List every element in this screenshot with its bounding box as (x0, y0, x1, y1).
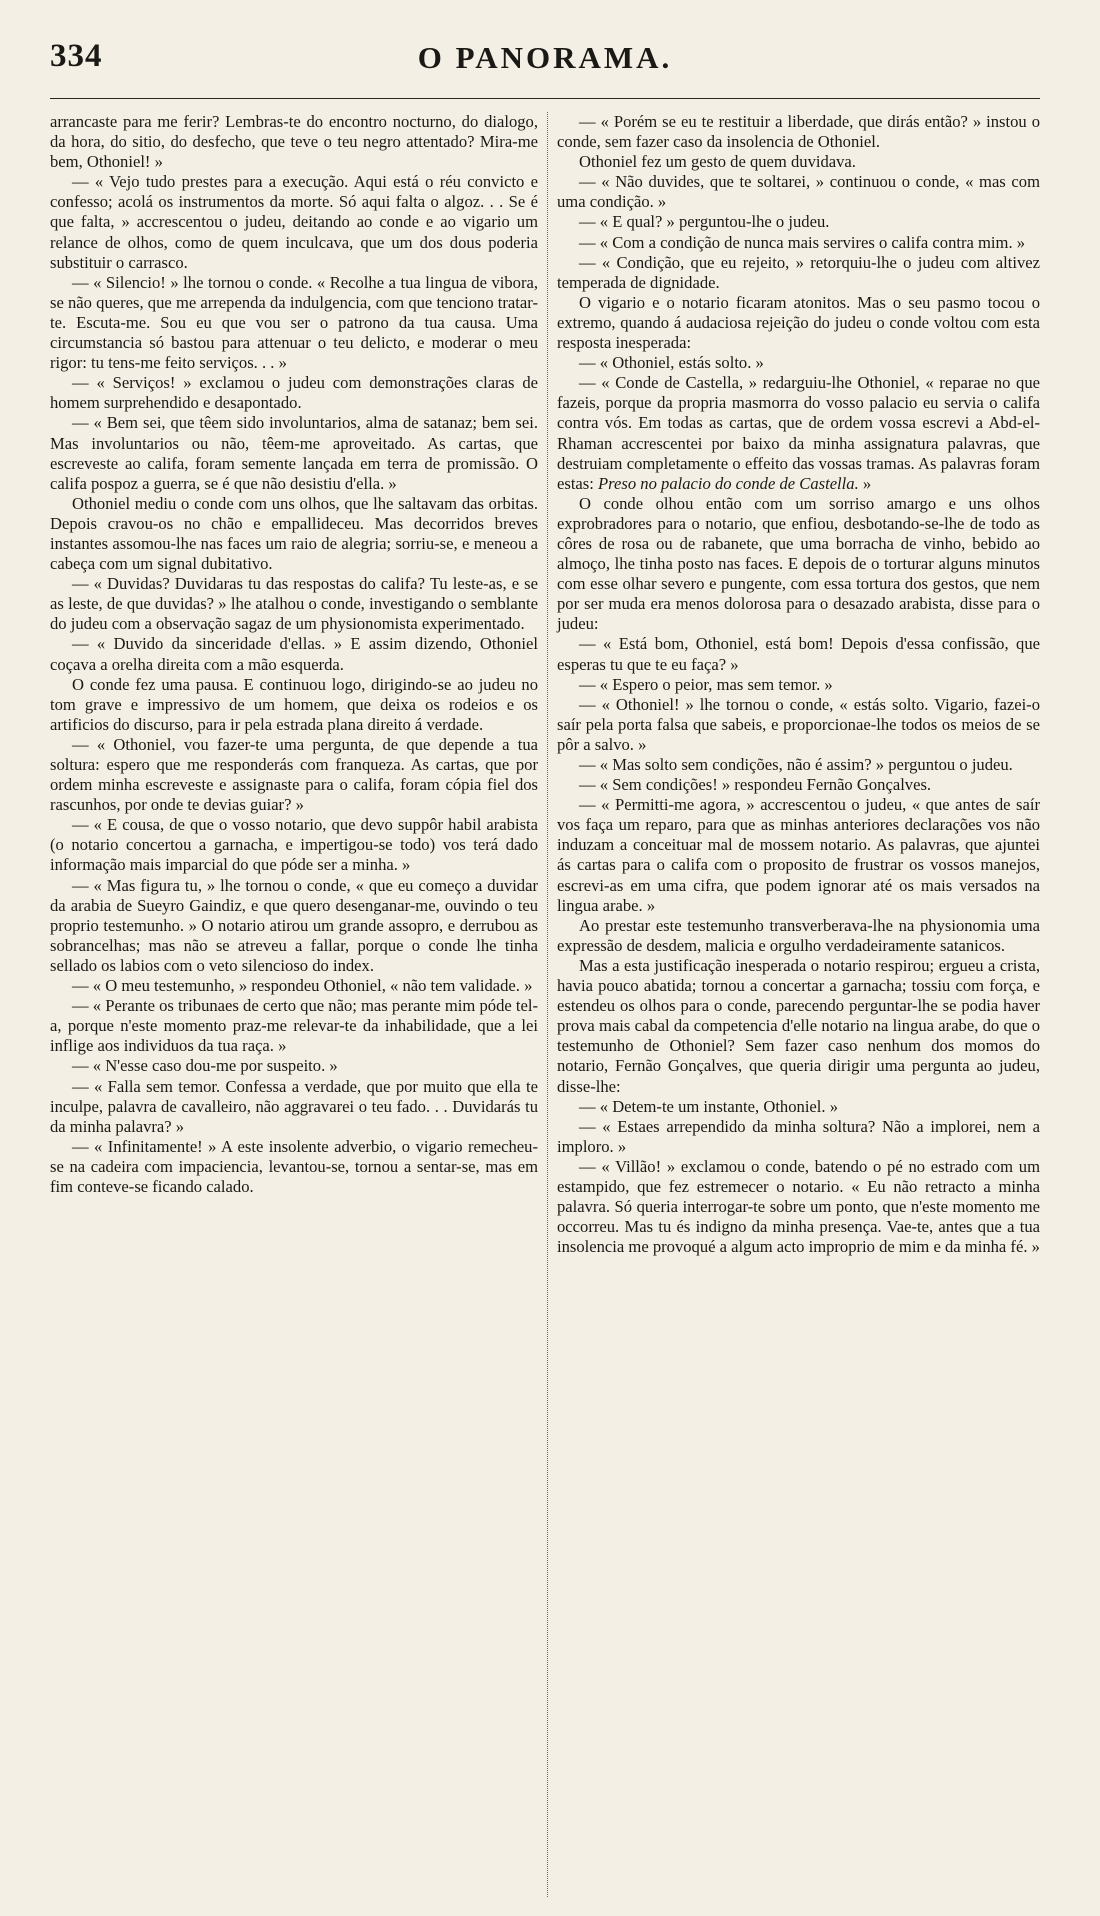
paragraph: — « Não duvides, que te soltarei, » continuou o conde, « mas com uma condição. » (557, 172, 1040, 212)
paragraph: — « Espero o peior, mas sem temor. » (579, 674, 833, 694)
paragraph: — « Bem sei, que têem sido involuntarios, alma de satanaz; bem sei. Mas involuntarios ou não, têem-me aproveitado. As cartas, que escreveste ao califa, foram semente lançada em terra de promissão. O califa pospoz a guerra, se é que não desistiu d'ella. » (50, 413, 538, 493)
paragraph-text: — « Conde de Castella, » redarguiu-lhe Othoniel, « reparae no que fazeis, porque da propria masmorra do vosso palacio eu servia o califa contra vós. Em todas as cartas, que de ordem vossa escrevi a Abd-el-Rhaman accrescentei por baixo da minha assignatura palavras, que destruiam completamente o effeito das vossas tramas. As palavras foram estas: (557, 373, 1040, 493)
paragraph: — « Villão! » exclamou o conde, batendo o pé no estrado com um estampido, que fez estremecer o notario. « Eu não retracto a minha palavra. Só queria interrogar-te sobre um ponto, que n'este momento me occorreu. Mas tu és indigno da minha presença. Vae-te, antes que a tua insolencia me provoqué a algum acto improprio de mim e da minha fé. » (557, 1156, 1040, 1257)
italic-phrase: Preso no palacio do conde de Castella. (598, 473, 859, 493)
paragraph: — « O meu testemunho, » respondeu Othoniel, « não tem validade. » (72, 976, 533, 996)
running-title: O PANORAMA. (417, 40, 673, 75)
paragraph: — « Vejo tudo prestes para a execução. Aqui está o réu convicto e confesso; acolá os instrumentos da morte. Só aqui falta o algoz. . . Se é que falta, » accrescentou o judeu, deitando ao conde e ao vigario um relance de olhos, como de quem inculcava, que um dos dous poderia substituir o carrasco. (50, 172, 538, 272)
paragraph: O vigario e o notario ficaram atonitos. Mas o seu pasmo tocou o extremo, quando á audaciosa rejeição do judeu o conde voltou com esta resposta inesperada: (557, 292, 1040, 353)
paragraph: — « Othoniel! » lhe tornou o conde, « estás solto. Vigario, fazei-o saír pela porta falsa que sabeis, e proporcionae-lhe todos os meios de se pôr a salvo. » (557, 694, 1040, 754)
paragraph: Othoniel fez um gesto de quem duvidava. (579, 152, 856, 172)
paragraph: Mas a esta justificação inesperada o notario respirou; ergueu a crista, havia pouco abatida; tornou a concertar a garnacha; tossiu com força, e estendeu os olhos para o conde, parecendo perguntar-lhe se podia haver prova mais cabal da competencia d'elle notario na lingua arabe, do que o testemunho de Othoniel? Sem fazer caso nenhum dos momos do notario, Fernão Gonçalves, que queria dirigir uma pergunta ao judeu, disse-lhe: (557, 955, 1040, 1096)
paragraph: — « Infinitamente! » A este insolente adverbio, o vigario remecheu-se na cadeira com impaciencia, levantou-se, tornou a sentar-se, mas em fim conteve-se ficando calado. (50, 1136, 538, 1196)
page-header (50, 34, 1040, 86)
paragraph: — « Mas figura tu, » lhe tornou o conde, « que eu começo a duvidar da arabia de Sueyro Gaindiz, e que quero desenganar-me, ouvindo o teu proprio testemunho. » O notario atirou um grande assopro, e derrubou as sobrancelhas; mas não se atreveu a fallar, porque o conde lhe tinha sellado os labios com o veto silencioso do index. (50, 875, 538, 975)
paragraph: — « Porém se eu te restituir a liberdade, que dirás então? » instou o conde, sem fazer caso da insolencia de Othoniel. (557, 112, 1040, 152)
paragraph: O conde fez uma pausa. E continuou logo, dirigindo-se ao judeu no tom grave e impressivo de um homem, que deixa os rodeios e os artificios do discurso, para ir pela estrada plana direito á verdade. (50, 674, 538, 734)
paragraph: — « Mas solto sem condições, não é assim? » perguntou o judeu. (579, 755, 1013, 774)
left-column (50, 112, 538, 1197)
right-column (557, 112, 1040, 1257)
page-number: 334 (50, 38, 103, 74)
paragraph: — « Condição, que eu rejeito, » retorquiu-lhe o judeu com altivez temperada de dignidade. (557, 252, 1040, 292)
column-divider (547, 112, 548, 1897)
paragraph: — « Serviços! » exclamou o judeu com demonstrações claras de homem surprehendido e desapontado. (50, 373, 538, 413)
paragraph: Ao prestar este testemunho transverberava-lhe na physionomia uma expressão de desdem, malicia e orgulho verdadeiramente satanicos. (557, 915, 1040, 955)
closing-quote: » (858, 473, 872, 493)
paragraph: — « Perante os tribunaes de certo que não; mas perante mim póde tel-a, porque n'este momento praz-me relevar-te da inhabilidade, que a lei inflige aos individuos da tua raça. » (50, 996, 538, 1056)
paragraph: — « Duvido da sinceridade d'ellas. » E assim dizendo, Othoniel coçava a orelha direita com a mão esquerda. (50, 634, 538, 674)
paragraph: — « Othoniel, estás solto. » (579, 353, 764, 373)
paragraph: — « Falla sem temor. Confessa a verdade, que por muito que ella te inculpe, palavra de cavalleiro, não aggravarei o teu fado. . . Duvidarás tu da minha palavra? » (50, 1076, 538, 1136)
paragraph: — « Está bom, Othoniel, está bom! Depois d'essa confissão, que esperas tu que te eu faça? » (557, 634, 1040, 674)
paragraph: — « Othoniel, vou fazer-te uma pergunta, de que depende a tua soltura: espero que me responderás com franqueza. As cartas, que por ordem minha escreveste e assignaste para o califa, foram cópia fiel dos rascunhos, por onde te devias guiar? » (50, 734, 538, 815)
paragraph: — « Sem condições! » respondeu Fernão Gonçalves. (579, 775, 932, 795)
paragraph-with-quote (557, 373, 1040, 494)
header-rule (50, 98, 1040, 99)
paragraph: — « E qual? » perguntou-lhe o judeu. (579, 212, 830, 232)
paragraph: — « Detem-te um instante, Othoniel. » (579, 1096, 838, 1116)
paragraph: O conde olhou então com um sorriso amargo e uns olhos exprobradores para o notario, que enfiou, desbotando-se-lhe de todo as côres de rosa ou de rabanete, que uma borracha de vinho, bebido ao almoço, lhe tinha posto nas faces. E depois de o torturar alguns minutos com esse olhar severo e pungente, com essa tortura dos gestos, que nem por ser muda era menos dolorosa para o desazado arabista, disse para o judeu: (557, 493, 1040, 634)
paragraph: arrancaste para me ferir? Lembras-te do encontro nocturno, do dialogo, da hora, do sitio, do desfecho, que teve o teu negro attentado? Mira-me bem, Othoniel! » (50, 112, 538, 172)
paragraph: — « Estaes arrependido da minha soltura? Não a implorei, nem a imploro. » (557, 1116, 1040, 1156)
paragraph: — « Permitti-me agora, » accrescentou o judeu, « que antes de saír vos faça um reparo, para que as minhas anteriores declarações vos não induzam a conceituar mal de mossem notario. As palavras, que ajuntei ás cartas para o califa com o proposito de frustrar os vossos manejos, escrevi-as em uma cifra, que podem ignorar até os mais versados na lingua arabe. » (557, 795, 1040, 915)
paragraph: — « N'esse caso dou-me por suspeito. » (72, 1056, 338, 1076)
paragraph: — « E cousa, de que o vosso notario, que devo suppôr habil arabista (o notario concertou a garnacha, e impertigou-se todo) vos terá dado informação mais imparcial do que póde ser a minha. » (50, 815, 538, 875)
paragraph: — « Com a condição de nunca mais servires o califa contra mim. » (579, 232, 1026, 252)
paragraph: — « Duvidas? Duvidaras tu das respostas do califa? Tu leste-as, e se as leste, de que duvidas? » lhe atalhou o conde, investigando o semblante do judeu com a observação sagaz de um physionomista experimentado. (50, 574, 538, 634)
paragraph: — « Silencio! » lhe tornou o conde. « Recolhe a tua lingua de vibora, se não queres, que me arrependa da indulgencia, com que tenciono tratar-te. Escuta-me. Sou eu que vou ser o patrono da tua causa. Uma circumstancia só bastou para attenuar o teu delicto, e moderar o meu rigor: tu tens-me feito serviços. . . » (50, 272, 538, 373)
paragraph: Othoniel mediu o conde com uns olhos, que lhe saltavam das orbitas. Depois cravou-os no chão e empallideceu. Mas decorridos breves instantes assomou-lhe nas faces um raio de alegria; sorriu-se, e meneou a cabeça com um signal dubitativo. (50, 493, 538, 574)
